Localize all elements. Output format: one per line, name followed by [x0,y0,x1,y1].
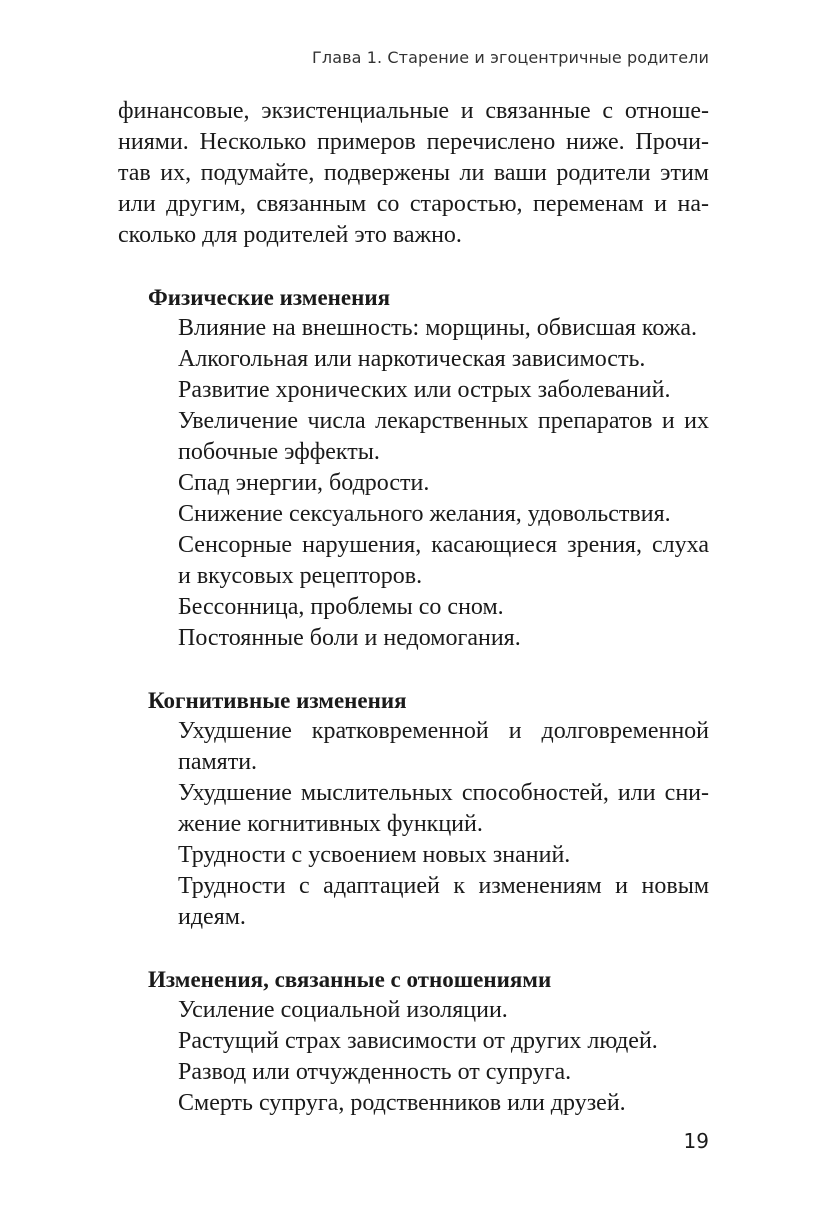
section-title: Изменения, связанные с отношениями [148,967,552,992]
list-item-line: Сенсорные нарушения, касающиеся зрения, слуха [178,532,709,558]
list-item-line: и вкусовых рецепторов. [178,563,423,589]
list-item [118,344,709,375]
section-physical-changes [118,282,709,654]
list-item-line: Увеличение числа лекарственных препаратов и их [178,408,709,434]
list-item-line: Развод или отчужденность от супруга. [178,1059,572,1085]
intro-line: финансовые, экзистенциальные и связанные с отноше- [118,98,709,124]
list-item-line: Бессонница, проблемы со сном. [178,594,504,620]
section-title: Когнитивные изменения [148,688,407,713]
intro-line: тав их, подумайте, подвержены ли ваши родители этим [118,160,709,186]
intro-line: ниями. Несколько примеров перечислено ниже. Прочи- [118,129,709,155]
list-item-line: Влияние на внешность: морщины, обвисшая кожа. [178,315,697,341]
list-item-line: Снижение сексуального желания, удовольствия. [178,501,671,527]
intro-line: сколько для родителей это важно. [118,222,462,248]
list-item [118,406,709,468]
list-item [118,716,709,778]
list-item [118,468,709,499]
list-item-line: Усиление социальной изоляции. [178,997,508,1023]
list-item-line: Трудности с усвоением новых знаний. [178,842,571,868]
list-item-line: памяти. [178,749,258,775]
list-item-line: Ухудшение мыслительных способностей, или сни- [178,780,709,806]
list-item-line: Смерть супруга, родственников или друзей. [178,1090,626,1116]
list-item [118,1026,709,1057]
list-item-line: Растущий страх зависимости от других людей. [178,1028,658,1054]
list-item-line: Трудности с адаптацией к изменениям и новым [178,873,709,899]
list-item-line: побочные эффекты. [178,439,380,465]
list-item-line: жение когнитивных функций. [178,811,483,837]
page-number: 19 [683,1129,709,1153]
running-header: Глава 1. Старение и эгоцентричные родители [312,48,709,67]
list-item [118,871,709,933]
section-relationship-changes [118,964,709,1119]
list-item [118,840,709,871]
list-item [118,592,709,623]
list-item [118,375,709,406]
list-item [118,1057,709,1088]
list-item [118,499,709,530]
list-item [118,313,709,344]
list-item-line: Алкогольная или наркотическая зависимость. [178,346,646,372]
list-item [118,623,709,654]
list-item-line: Постоянные боли и недомогания. [178,625,521,651]
list-item [118,1088,709,1119]
list-item-line: Спад энергии, бодрости. [178,470,430,496]
page-body [118,96,709,1119]
list-item-line: идеям. [178,904,246,930]
intro-line: или другим, связанным со старостью, переменам и на- [118,191,709,217]
section-cognitive-changes [118,685,709,933]
list-item [118,530,709,592]
list-item [118,778,709,840]
section-title: Физические изменения [148,285,391,310]
intro-paragraph [118,96,709,251]
list-item [118,995,709,1026]
list-item-line: Развитие хронических или острых заболеваний. [178,377,671,403]
list-item-line: Ухудшение кратковременной и долговременной [178,718,709,744]
